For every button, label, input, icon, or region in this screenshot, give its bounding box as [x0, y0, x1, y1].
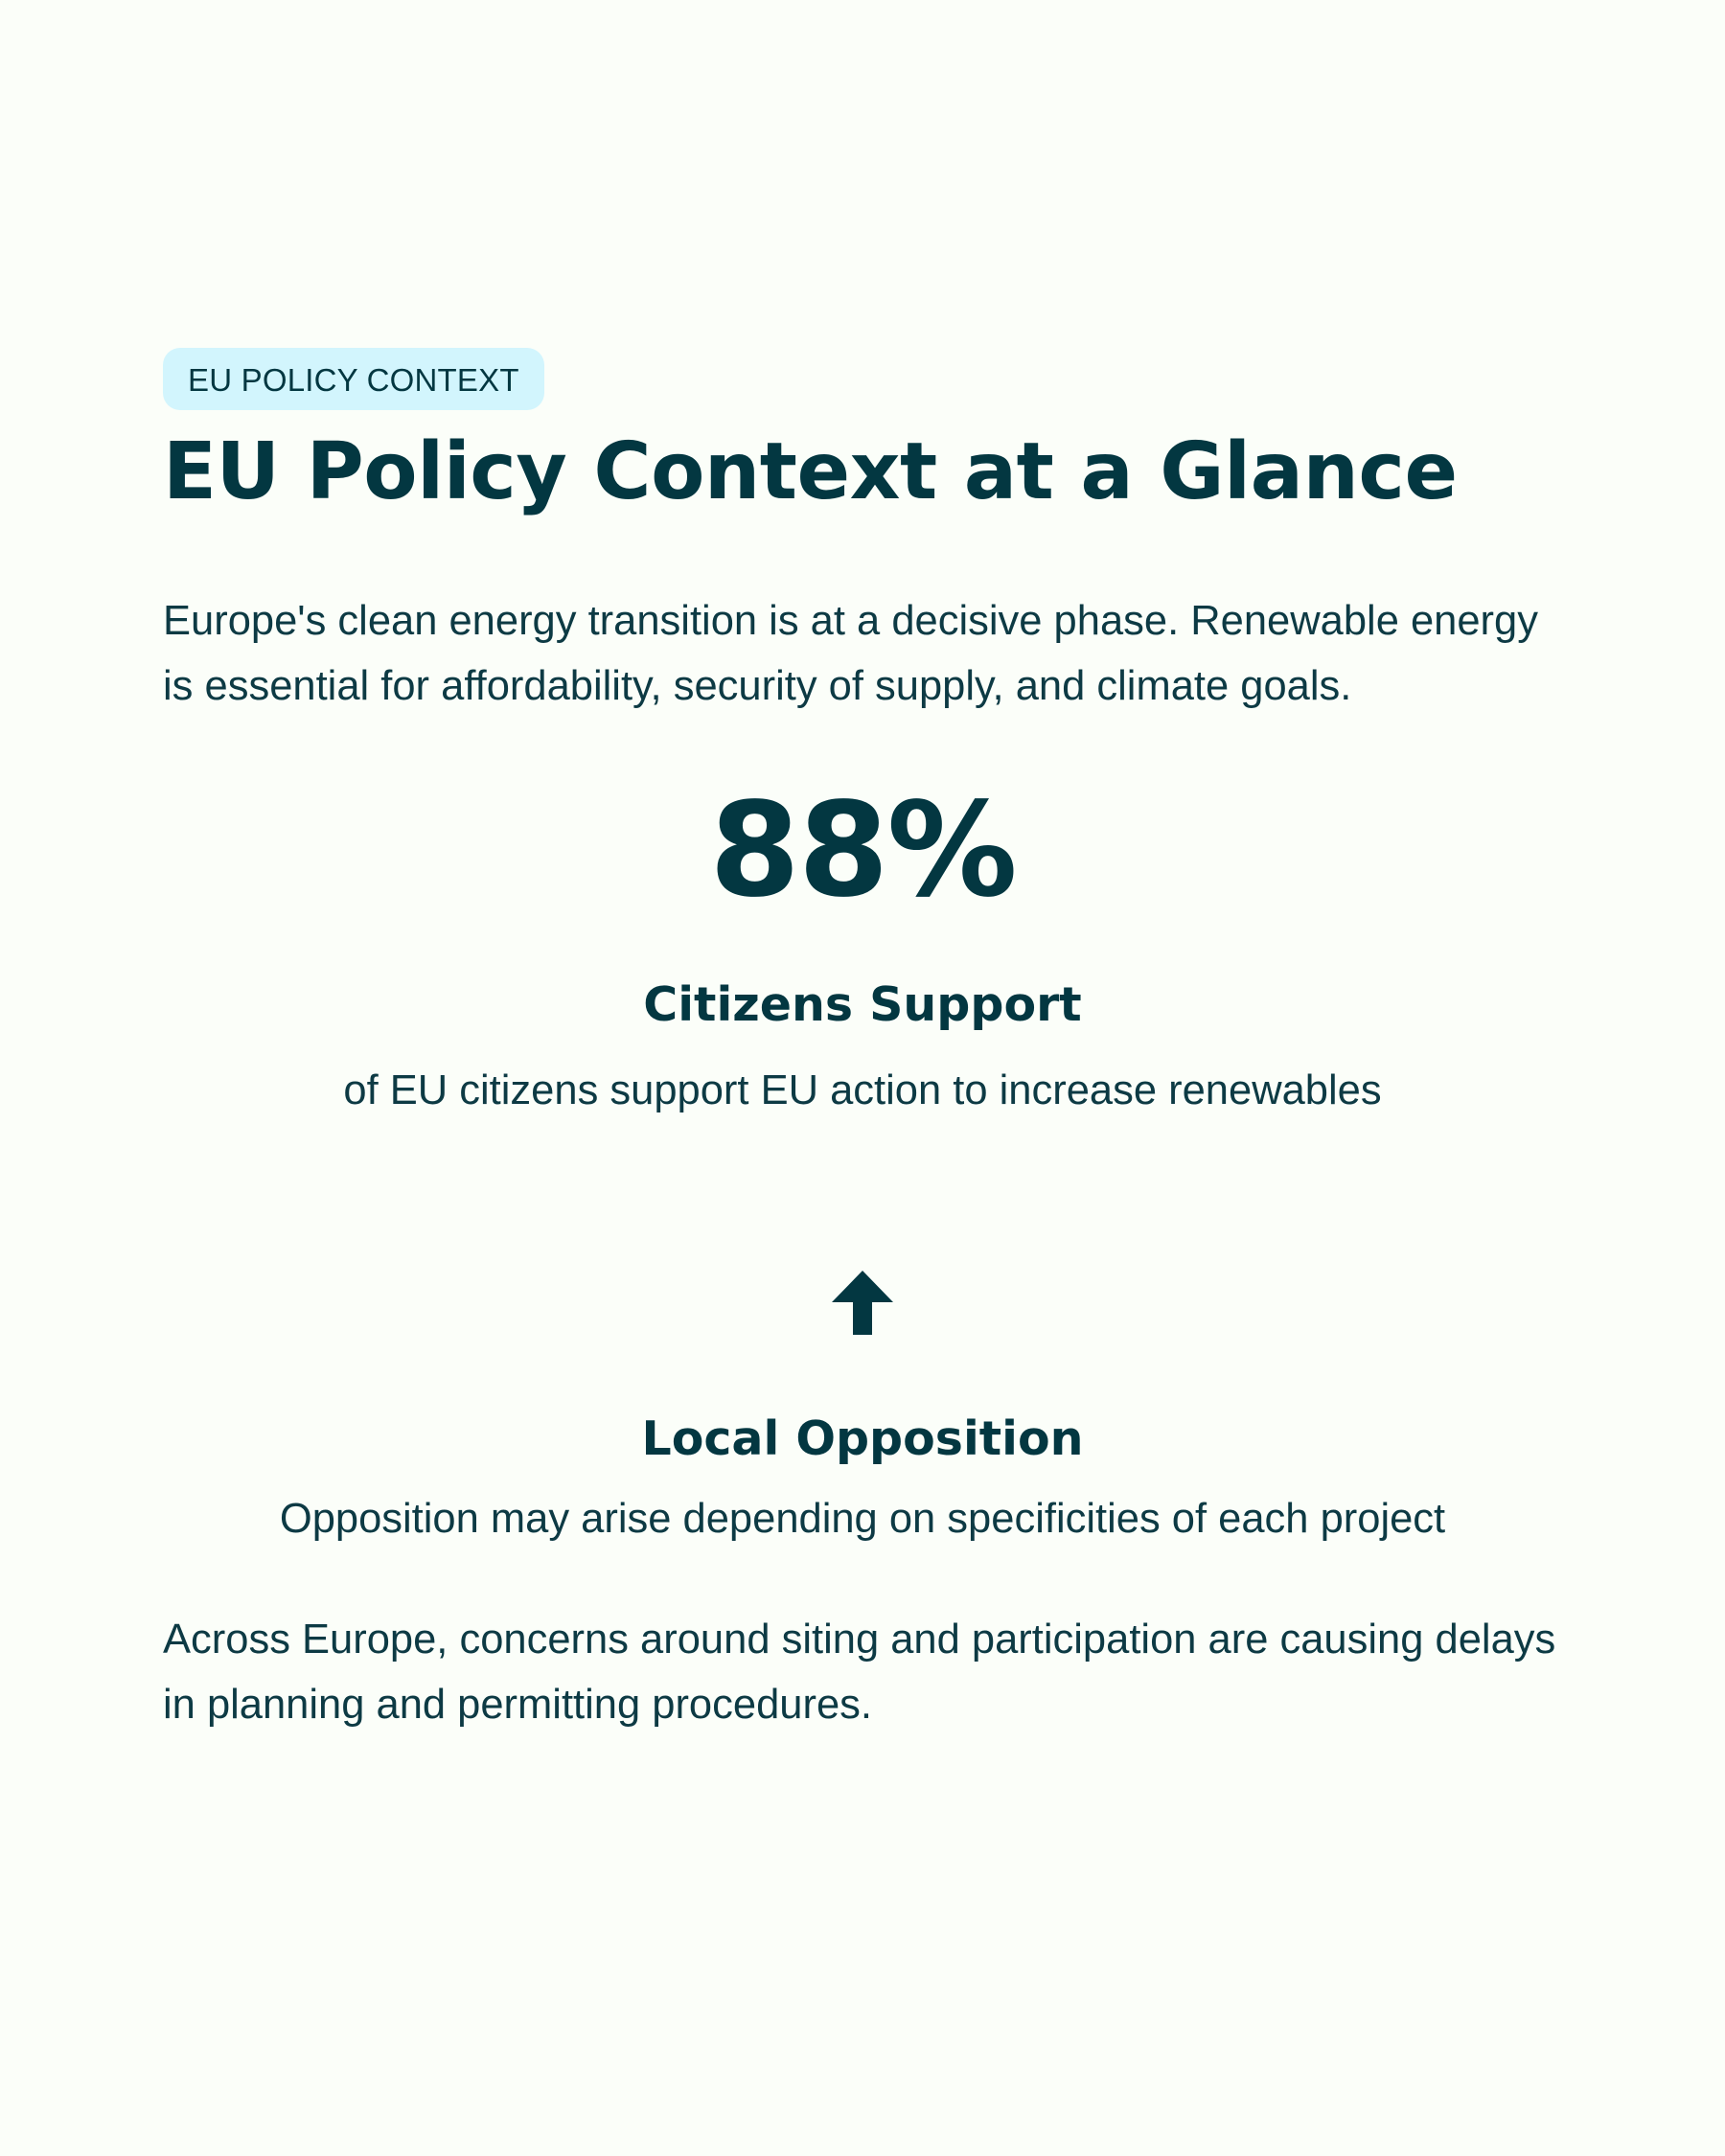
- arrow-up-icon: [163, 1268, 1562, 1337]
- local-opposition-stat: [163, 1268, 1562, 1541]
- outro-paragraph: Across Europe, concerns around siting and participation are causing delays in planning and permitting procedures.: [163, 1617, 1556, 1729]
- citizens-support-stat: [163, 775, 1562, 1114]
- page-title: EU Policy Context at a Glance: [163, 426, 1458, 517]
- local-opposition-title: Local Opposition: [641, 1411, 1084, 1466]
- policy-context-card: [163, 348, 1562, 1737]
- section-tag: EU POLICY CONTEXT: [163, 348, 544, 410]
- citizens-support-description: of EU citizens support EU action to increase renewables: [343, 1067, 1382, 1114]
- local-opposition-description: Opposition may arise depending on specificities of each project: [279, 1495, 1446, 1542]
- intro-paragraph: Europe's clean energy transition is at a decisive phase. Renewable energy is essential for affordability, security of supply, and climate goals.: [163, 598, 1538, 710]
- citizens-support-title: Citizens Support: [643, 977, 1082, 1033]
- support-percentage: 88%: [709, 775, 1016, 928]
